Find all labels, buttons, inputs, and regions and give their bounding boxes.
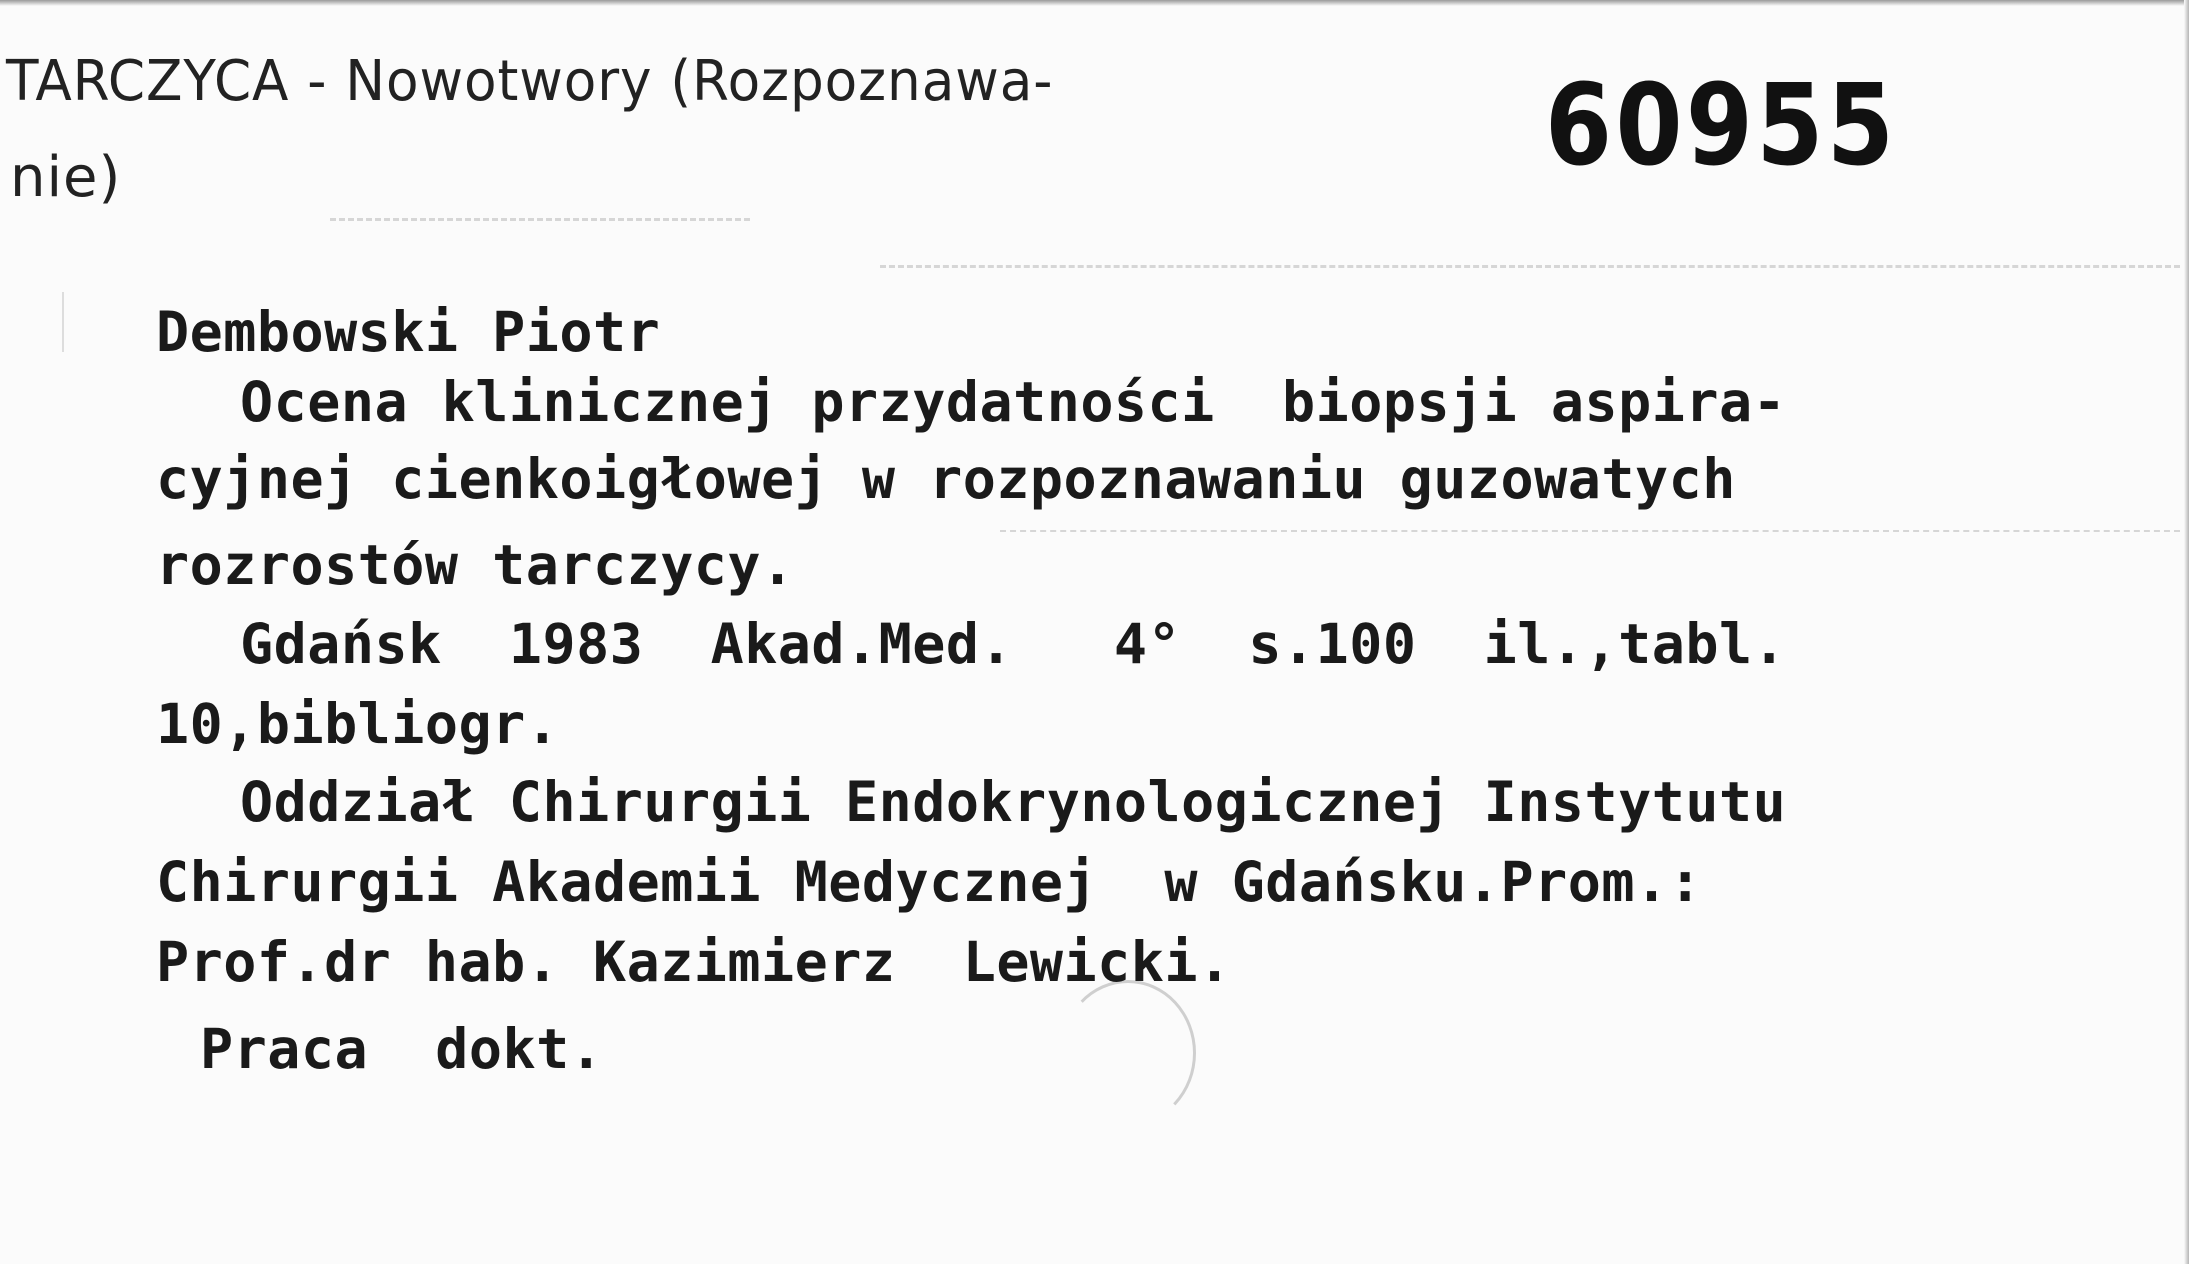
- catalog-number: 60955: [1545, 61, 1898, 191]
- paper-smudge: [1060, 980, 1196, 1126]
- subject-heading-line-1: TARCZYCA - Nowotwory (Rozpoznawa-: [6, 49, 1054, 114]
- faint-vertical-mark: [62, 292, 64, 352]
- card-top-edge: [0, 0, 2189, 6]
- faint-dash-line: [1000, 530, 2180, 532]
- imprint-line-1: Gdańsk 1983 Akad.Med. 4° s.100 il.,tabl.: [240, 612, 1787, 676]
- subject-heading-line-2: nie): [10, 145, 122, 210]
- author-name: Dembowski Piotr: [156, 300, 661, 364]
- imprint-line-2: 10,bibliogr.: [156, 692, 560, 756]
- title-line-1: Ocena klinicznej przydatności biopsji aspira-: [240, 370, 1787, 434]
- institution-line-1: Oddział Chirurgii Endokrynologicznej Instytutu: [240, 770, 1787, 834]
- faint-dash-line: [330, 218, 750, 221]
- faint-dash-line: [880, 265, 2180, 268]
- thesis-note: Praca dokt.: [200, 1017, 604, 1081]
- institution-line-2: Chirurgii Akademii Medycznej w Gdańsku.Prom.:: [156, 850, 1703, 914]
- title-line-2: cyjnej cienkoigłowej w rozpoznawaniu guzowatych: [156, 447, 1736, 511]
- card-right-edge: [2184, 0, 2189, 1264]
- title-line-3: rozrostów tarczycy.: [156, 533, 795, 597]
- institution-line-3: Prof.dr hab. Kazimierz Lewicki.: [156, 930, 1232, 994]
